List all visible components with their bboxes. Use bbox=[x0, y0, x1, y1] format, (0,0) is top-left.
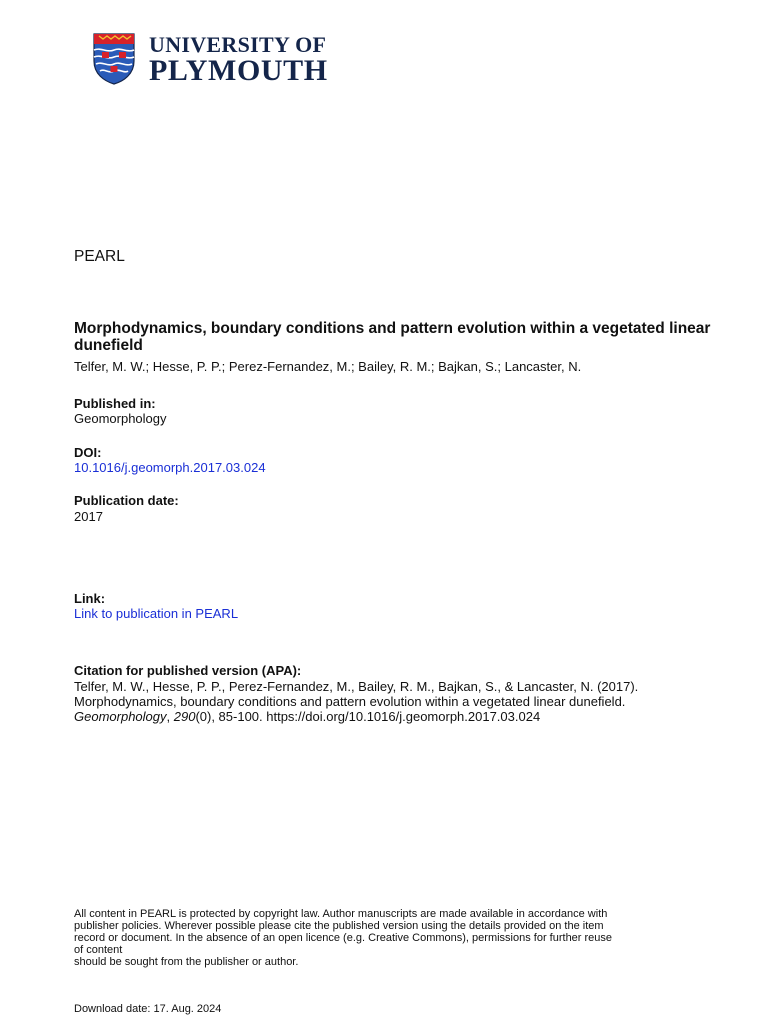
link-label: Link: bbox=[74, 591, 106, 606]
citation-journal: Geomorphology bbox=[74, 709, 167, 724]
logo-wordmark bbox=[149, 33, 328, 85]
pearl-publication-link[interactable]: Link to publication in PEARL bbox=[74, 606, 239, 621]
published-in-label: Published in: bbox=[74, 396, 156, 411]
citation-label: Citation for published version (APA): bbox=[74, 663, 302, 678]
copyright-line-2: publisher policies. Wherever possible please cite the published version using the details provided on the item bbox=[74, 920, 604, 932]
citation-text bbox=[74, 679, 724, 724]
copyright-line-1: All content in PEARL is protected by copyright law. Author manuscripts are made available in accordance with bbox=[74, 908, 608, 920]
published-in-value: Geomorphology bbox=[74, 411, 167, 426]
paper-authors: Telfer, M. W.; Hesse, P. P.; Perez-Fernandez, M.; Bailey, R. M.; Bajkan, S.; Lancaster, N. bbox=[74, 359, 582, 374]
paper-title: Morphodynamics, boundary conditions and pattern evolution within a vegetated linear dunefield bbox=[74, 320, 711, 354]
copyright-notice bbox=[74, 908, 714, 968]
citation-separator: , bbox=[166, 709, 174, 724]
publication-date-value: 2017 bbox=[74, 509, 103, 524]
copyright-line-5: should be sought from the publisher or author. bbox=[74, 956, 299, 968]
university-shield-icon bbox=[93, 33, 135, 85]
citation-part-2: (0), 85-100. https://doi.org/10.1016/j.geomorph.2017.03.024 bbox=[195, 709, 541, 724]
citation-part-1: Telfer, M. W., Hesse, P. P., Perez-Fernandez, M., Bailey, R. M., Bajkan, S., & Lancaster, N. (2017). Morphodynamics, boundary conditions and pattern evolution within a vegetated linear dunefield. bbox=[74, 679, 639, 709]
doi-label: DOI: bbox=[74, 445, 102, 460]
copyright-line-3: record or document. In the absence of an open licence (e.g. Creative Commons), permissions for further reuse bbox=[74, 932, 613, 944]
repository-name: PEARL bbox=[74, 248, 125, 265]
download-date: Download date: 17. Aug. 2024 bbox=[74, 1003, 222, 1015]
citation-volume: 290 bbox=[173, 709, 196, 724]
logo-line-1: UNIVERSITY OF bbox=[149, 32, 327, 57]
publication-date-label: Publication date: bbox=[74, 493, 179, 508]
university-logo bbox=[93, 33, 353, 87]
logo-line-2: PLYMOUTH bbox=[149, 54, 328, 87]
doi-link[interactable]: 10.1016/j.geomorph.2017.03.024 bbox=[74, 460, 266, 475]
copyright-line-4: of content bbox=[74, 944, 123, 956]
